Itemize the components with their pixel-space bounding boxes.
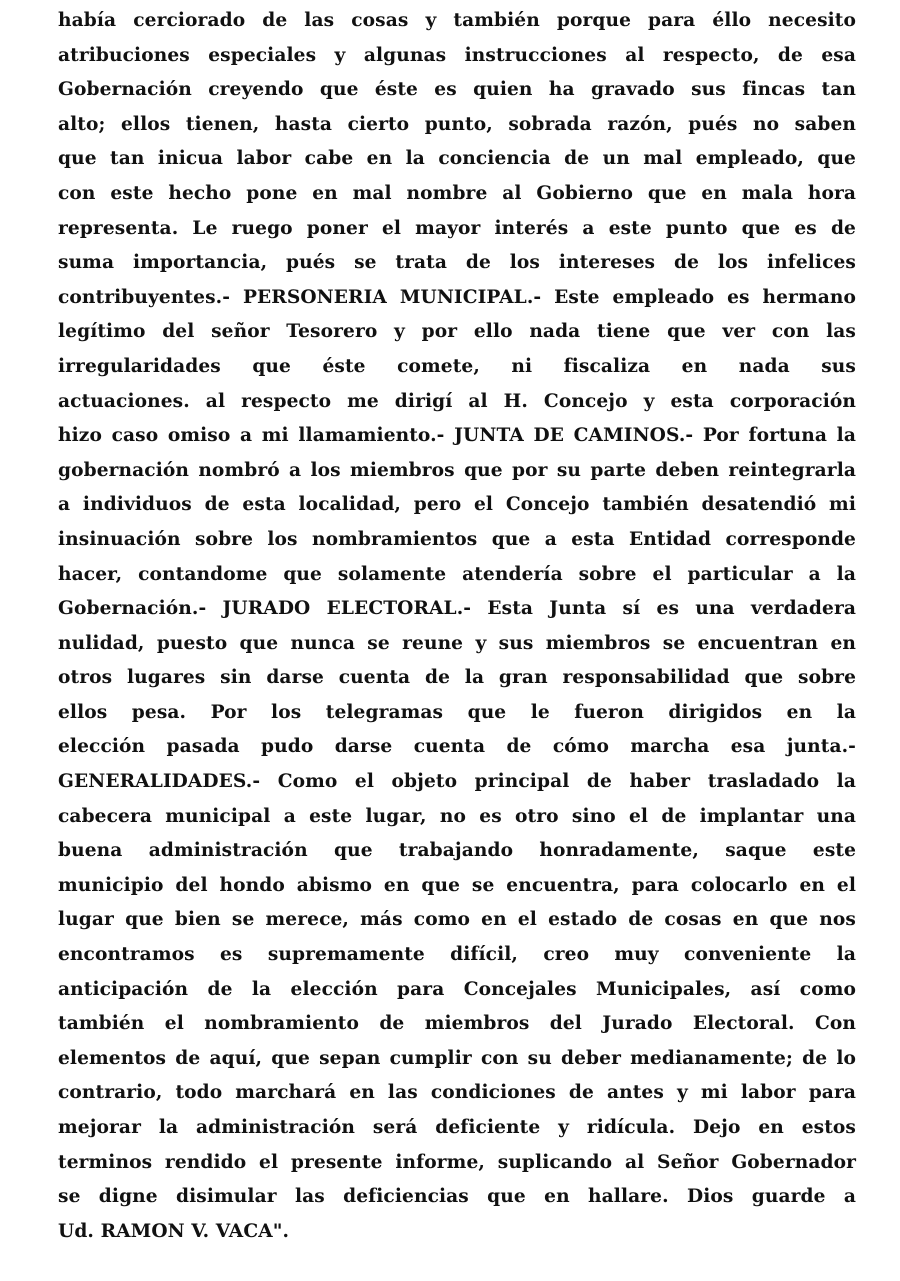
- text-line: también el nombramiento de miembros del Jurado Electoral. Con: [58, 1013, 856, 1035]
- text-line: legítimo del señor Tesorero y por ello nada tiene que ver con las: [58, 321, 856, 343]
- text-line: Gobernación creyendo que éste es quien ha gravado sus fincas tan: [58, 79, 856, 101]
- text-line: terminos rendido el presente informe, suplicando al Señor Gobernador: [58, 1151, 856, 1173]
- text-line: nulidad, puesto que nunca se reune y sus miembros se encuentran en: [58, 632, 856, 654]
- text-line: gobernación nombró a los miembros que por su parte deben reintegrarla: [58, 459, 856, 481]
- text-line: hizo caso omiso a mi llamamiento.- JUNTA DE CAMINOS.- Por fortuna la: [58, 425, 856, 447]
- text-line: GENERALIDADES.- Como el objeto principal de haber trasladado la: [58, 771, 856, 793]
- text-line: a individuos de esta localidad, pero el Concejo también desatendió mi: [58, 494, 856, 516]
- text-line: contribuyentes.- PERSONERIA MUNICIPAL.- Este empleado es hermano: [58, 286, 856, 308]
- text-line: ellos pesa. Por los telegramas que le fueron dirigidos en la: [58, 701, 856, 723]
- text-line: había cerciorado de las cosas y también porque para éllo necesito: [58, 10, 856, 31]
- text-line: con este hecho pone en mal nombre al Gobierno que en mala hora: [58, 182, 856, 204]
- text-line: que tan inicua labor cabe en la conciencia de un mal empleado, que: [58, 148, 856, 170]
- text-line: insinuación sobre los nombramientos que a esta Entidad corresponde: [58, 528, 856, 550]
- text-line: cabecera municipal a este lugar, no es otro sino el de implantar una: [58, 805, 856, 827]
- text-line: contrario, todo marchará en las condiciones de antes y mi labor para: [58, 1082, 856, 1104]
- text-line: municipio del hondo abismo en que se encuentra, para colocarlo en el: [58, 874, 856, 896]
- text-line: elección pasada pudo darse cuenta de cómo marcha esa junta.-: [58, 736, 856, 758]
- text-line: representa. Le ruego poner el mayor interés a este punto que es de: [58, 217, 856, 239]
- document-page: [58, 4, 856, 1249]
- text-line: se digne disimular las deficiencias que en hallare. Dios guarde a: [58, 1186, 856, 1208]
- text-line: lugar que bien se merece, más como en el estado de cosas en que nos: [58, 909, 856, 931]
- text-line: Gobernación.- JURADO ELECTORAL.- Esta Junta sí es una verdadera: [58, 598, 856, 620]
- text-line: Ud. RAMON V. VACA".: [58, 1220, 290, 1242]
- text-line: atribuciones especiales y algunas instrucciones al respecto, de esa: [58, 44, 856, 66]
- text-line: otros lugares sin darse cuenta de la gran responsabilidad que sobre: [58, 667, 856, 689]
- text-line: elementos de aquí, que sepan cumplir con su deber medianamente; de lo: [58, 1047, 856, 1069]
- text-line: irregularidades que éste comete, ni fiscaliza en nada sus: [58, 355, 856, 377]
- text-line: actuaciones. al respecto me dirigí al H. Concejo y esta corporación: [58, 390, 856, 412]
- text-line: alto; ellos tienen, hasta cierto punto, sobrada razón, pués no saben: [58, 113, 856, 135]
- text-line: suma importancia, pués se trata de los intereses de los infelices: [58, 252, 856, 274]
- text-line: hacer, contandome que solamente atendería sobre el particular a la: [58, 563, 856, 585]
- text-line: encontramos es supremamente difícil, creo muy conveniente la: [58, 944, 856, 966]
- text-line: buena administración que trabajando honradamente, saque este: [58, 840, 856, 862]
- text-line: mejorar la administración será deficiente y ridícula. Dejo en estos: [58, 1117, 856, 1138]
- text-line: anticipación de la elección para Concejales Municipales, así como: [58, 978, 856, 1000]
